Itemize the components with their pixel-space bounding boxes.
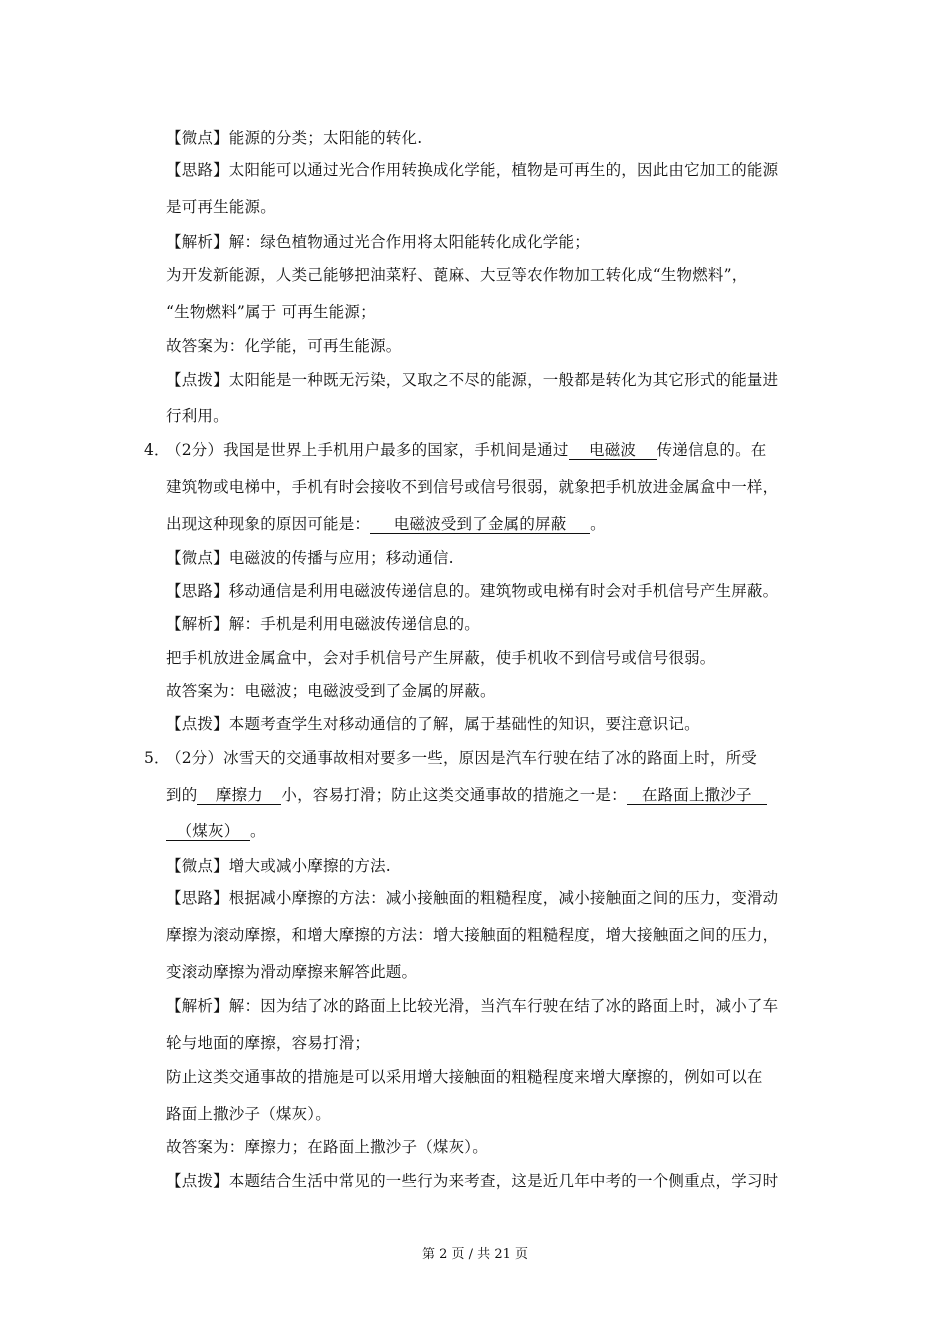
q4-stem-line2: 建筑物或电梯中，手机有时会接收不到信号或信号很弱，就象把手机放进金属盒中一样， [166, 478, 779, 496]
q3-silu-line1: 【思路】太阳能可以通过光合作用转换成化学能，植物是可再生的，因此由它加工的能源 [166, 161, 779, 179]
q3-dianbo-line1: 【点拨】太阳能是一种既无污染，又取之不尽的能源，一般都是转化为其它形式的能量进 [166, 371, 779, 389]
q5-stem-text: 小，容易打滑；防止这类交通事故的措施之一是： [281, 786, 627, 804]
q5-stem-text: 。 [250, 822, 266, 840]
q3-answer: 故答案为：化学能，可再生能源。 [166, 337, 402, 355]
q5-stem-text: 到的 [166, 786, 198, 804]
q4-jiexi-line1: 【解析】解：手机是利用电磁波传递信息的。 [166, 615, 481, 633]
q4-stem-text: 传递信息的。在 [656, 441, 767, 459]
q5-stem-line2 [166, 785, 767, 805]
q5-stem-line3 [166, 821, 266, 841]
q4-blank-2: 电磁波受到了金属的屏蔽 [370, 515, 590, 534]
q3-dianbo-line2: 行利用。 [166, 407, 229, 425]
q5-stem-line1: （2分）冰雪天的交通事故相对要多一些，原因是汽车行驶在结了冰的路面上时，所受 [166, 749, 757, 767]
q4-dianbo: 【点拨】本题考查学生对移动通信的了解，属于基础性的知识，要注意识记。 [166, 715, 700, 733]
q5-jiexi-line4: 路面上撒沙子（煤灰）。 [166, 1105, 331, 1123]
q5-jiexi-line3: 防止这类交通事故的措施是可以采用增大接触面的粗糙程度来增大摩擦的，例如可以在 [166, 1068, 763, 1086]
q3-jiexi-line1: 【解析】解：绿色植物通过光合作用将太阳能转化成化学能； [166, 233, 590, 251]
q3-weidian: 【微点】能源的分类；太阳能的转化. [166, 129, 423, 147]
q5-blank-1: 摩擦力 [197, 786, 281, 805]
q5-weidian: 【微点】增大或减小摩擦的方法. [166, 857, 391, 875]
q3-jiexi-line2: 为开发新能源，人类己能够把油菜籽、蓖麻、大豆等农作物加工转化成“生物燃料”， [166, 266, 748, 284]
q3-silu-line2: 是可再生能源。 [166, 198, 276, 216]
q5-blank-2-cont: （煤灰） [166, 822, 250, 841]
q4-weidian: 【微点】电磁波的传播与应用；移动通信. [166, 549, 454, 567]
page-footer: 第 2 页 / 共 21 页 [422, 1247, 528, 1262]
q3-jiexi-line3: “生物燃料”属于 可再生能源； [166, 303, 376, 321]
q4-jiexi-line2: 把手机放进金属盒中，会对手机信号产生屏蔽，使手机收不到信号或信号很弱。 [166, 649, 716, 667]
q4-silu: 【思路】移动通信是利用电磁波传递信息的。建筑物或电梯有时会对手机信号产生屏蔽。 [166, 582, 779, 600]
q4-number: 4． [144, 441, 170, 459]
q4-stem-text: 。 [590, 515, 606, 533]
q4-answer: 故答案为：电磁波；电磁波受到了金属的屏蔽。 [166, 682, 496, 700]
q5-silu-line1: 【思路】根据减小摩擦的方法：减小接触面的粗糙程度，减小接触面之间的压力，变滑动 [166, 889, 779, 907]
q5-blank-2: 在路面上撒沙子 [627, 786, 767, 805]
q5-silu-line3: 变滚动摩擦为滑动摩擦来解答此题。 [166, 963, 418, 981]
q5-jiexi-line1: 【解析】解：因为结了冰的路面上比较光滑，当汽车行驶在结了冰的路面上时，减小了车 [166, 997, 779, 1015]
q5-answer: 故答案为：摩擦力；在路面上撒沙子（煤灰）。 [166, 1138, 488, 1156]
q4-stem-line3 [166, 514, 606, 534]
q4-stem-text: 出现这种现象的原因可能是： [166, 515, 371, 533]
q5-silu-line2: 摩擦为滚动摩擦，和增大摩擦的方法：增大接触面的粗糙程度，增大接触面之间的压力， [166, 926, 779, 944]
q4-stem-text: （2分）我国是世界上手机用户最多的国家，手机间是通过 [166, 441, 569, 459]
q4-stem-line1 [166, 440, 766, 460]
q5-jiexi-line2: 轮与地面的摩擦，容易打滑； [166, 1034, 371, 1052]
q5-dianbo-line1: 【点拨】本题结合生活中常见的一些行为来考查，这是近几年中考的一个侧重点，学习时 [166, 1172, 779, 1190]
q4-blank-1: 电磁波 [569, 441, 657, 460]
q5-number: 5． [144, 749, 170, 767]
